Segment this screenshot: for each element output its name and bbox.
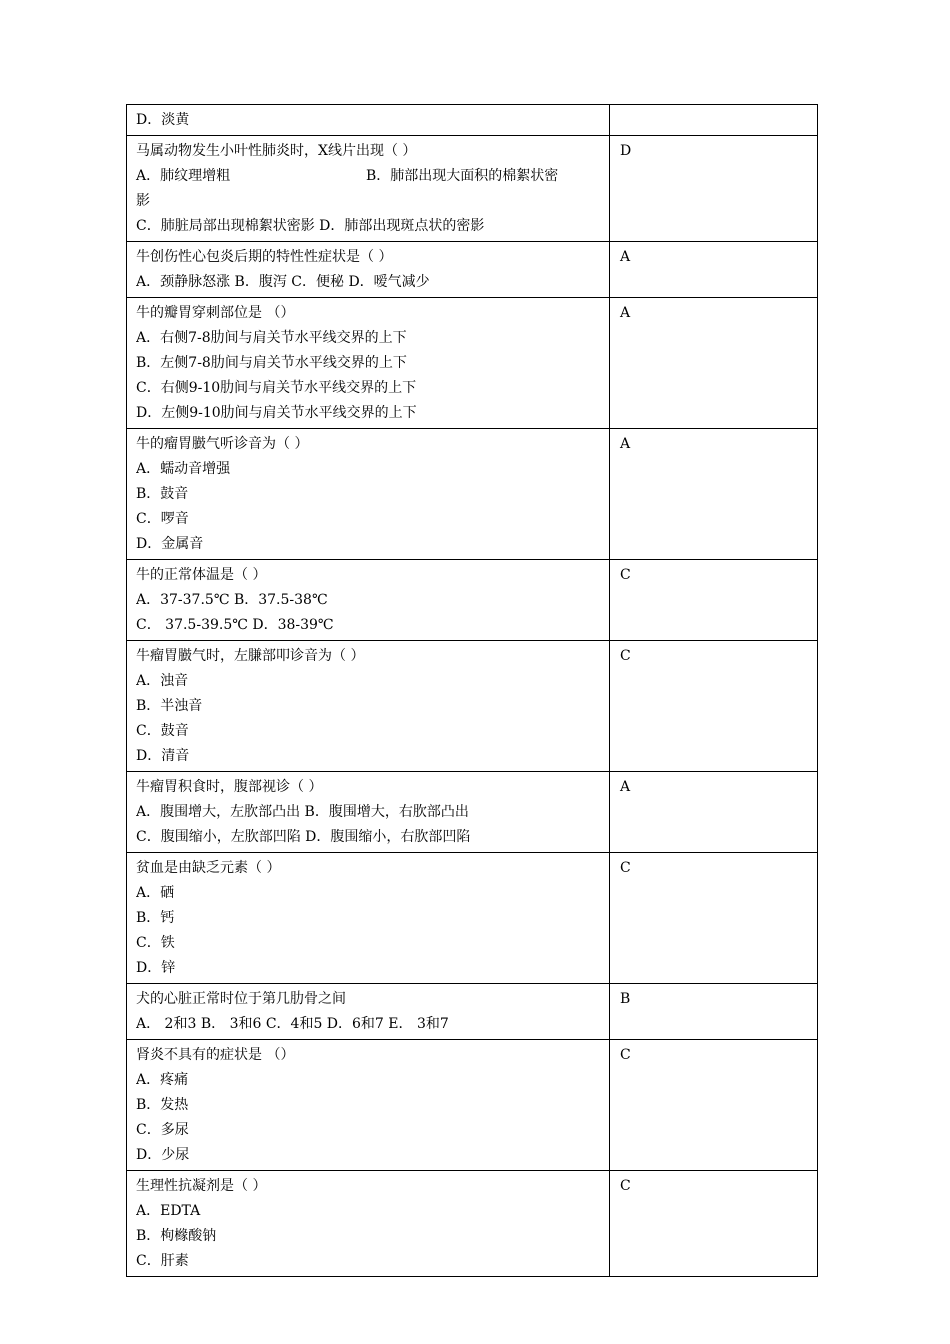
question-cell (127, 853, 610, 984)
answer-cell: A (610, 298, 818, 429)
answer-cell: C (610, 560, 818, 641)
question-text: 牛瘤胃臌气时，左膁部叩诊音为（ ） (136, 648, 365, 664)
answer-cell: C (610, 1171, 818, 1277)
table-row (127, 242, 818, 298)
option-line: A．腹围增大，左肷部凸出 B．腹围增大，右肷部凸出 (136, 804, 469, 820)
question-text: 生理性抗凝剂是（ ） (136, 1178, 267, 1194)
answer-cell: A (610, 242, 818, 298)
question-cell (127, 984, 610, 1040)
option-line: C．肝素 (136, 1253, 189, 1269)
option-line: C．肺脏局部出现棉絮状密影 D．肺部出现斑点状的密影 (136, 218, 485, 234)
question-text: 牛创伤性心包炎后期的特性性症状是（ ） (136, 249, 393, 265)
question-cell (127, 772, 610, 853)
question-text: 马属动物发生小叶性肺炎时，X线片出现（ ） (136, 143, 417, 159)
option-line: C．右侧9-10肋间与肩关节水平线交界的上下 (136, 380, 417, 396)
answer-cell: C (610, 641, 818, 772)
option-line: A．浊音 (136, 673, 189, 689)
option-line: A． 2和3 B． 3和6 C．4和5 D．6和7 E． 3和7 (136, 1016, 449, 1032)
option-line: C．鼓音 (136, 723, 189, 739)
question-answer-table (126, 104, 818, 1277)
table-row (127, 853, 818, 984)
option-line: A．右侧7-8肋间与肩关节水平线交界的上下 (136, 330, 407, 346)
option-line: B．左侧7-8肋间与肩关节水平线交界的上下 (136, 355, 407, 371)
table-row (127, 560, 818, 641)
answer-cell: C (610, 1040, 818, 1171)
question-text: 牛的正常体温是（ ） (136, 567, 267, 583)
question-text: 肾炎不具有的症状是 （） (136, 1047, 295, 1063)
option-line: C．腹围缩小，左肷部凹陷 D．腹围缩小，右肷部凹陷 (136, 829, 471, 845)
option-line: C．啰音 (136, 511, 189, 527)
option-line: B．发热 (136, 1097, 189, 1113)
option-line: A．颈静脉怒涨 B．腹泻 C．便秘 D．嗳气减少 (136, 274, 430, 290)
option-line: A．EDTA (136, 1203, 201, 1219)
table-row (127, 429, 818, 560)
question-text: 贫血是由缺乏元素（ ） (136, 860, 281, 876)
option-line: B．枸橼酸钠 (136, 1228, 217, 1244)
question-text: 犬的心脏正常时位于第几肋骨之间 (136, 991, 346, 1007)
question-cell (127, 1171, 610, 1277)
option-line: D．淡黄 (136, 112, 190, 128)
table-row (127, 772, 818, 853)
question-cell (127, 298, 610, 429)
option-line: C． 37.5-39.5℃ D．38-39℃ (136, 617, 334, 633)
table-row (127, 641, 818, 772)
option-a: A．肺纹理增粗 (136, 168, 231, 184)
option-line: D．清音 (136, 748, 190, 764)
answer-cell: B (610, 984, 818, 1040)
question-text: 牛的瓣胃穿刺部位是 （） (136, 305, 295, 321)
question-cell (127, 641, 610, 772)
option-line: D．左侧9-10肋间与肩关节水平线交界的上下 (136, 405, 417, 421)
question-cell (127, 242, 610, 298)
option-line: B．半浊音 (136, 698, 203, 714)
answer-cell (610, 105, 818, 136)
answer-cell: D (610, 136, 818, 242)
table-row (127, 298, 818, 429)
question-cell (127, 560, 610, 641)
table-row (127, 984, 818, 1040)
option-line: A．蠕动音增强 (136, 461, 231, 477)
table-row (127, 105, 818, 136)
option-line: D．锌 (136, 960, 176, 976)
question-cell (127, 136, 610, 242)
option-line: A．37-37.5℃ B．37.5-38℃ (136, 592, 328, 608)
question-text: 牛瘤胃积食时，腹部视诊（ ） (136, 779, 323, 795)
option-line: C．铁 (136, 935, 175, 951)
table-row (127, 1040, 818, 1171)
option-line: D．少尿 (136, 1147, 190, 1163)
question-cell (127, 429, 610, 560)
question-cell (127, 1040, 610, 1171)
option-line: A．疼痛 (136, 1072, 189, 1088)
question-cell (127, 105, 610, 136)
answer-cell: A (610, 429, 818, 560)
table-row (127, 136, 818, 242)
option-line: D．金属音 (136, 536, 204, 552)
option-b: B．肺部出现大面积的棉絮状密 (366, 168, 559, 184)
table-row (127, 1171, 818, 1277)
option-line: 影 (136, 193, 150, 209)
option-line: B．钙 (136, 910, 175, 926)
answer-cell: A (610, 772, 818, 853)
option-line: C．多尿 (136, 1122, 189, 1138)
option-line: A．硒 (136, 885, 175, 901)
option-line: B．鼓音 (136, 486, 189, 502)
answer-cell: C (610, 853, 818, 984)
option-line (136, 164, 601, 189)
question-text: 牛的瘤胃臌气听诊音为（ ） (136, 436, 309, 452)
